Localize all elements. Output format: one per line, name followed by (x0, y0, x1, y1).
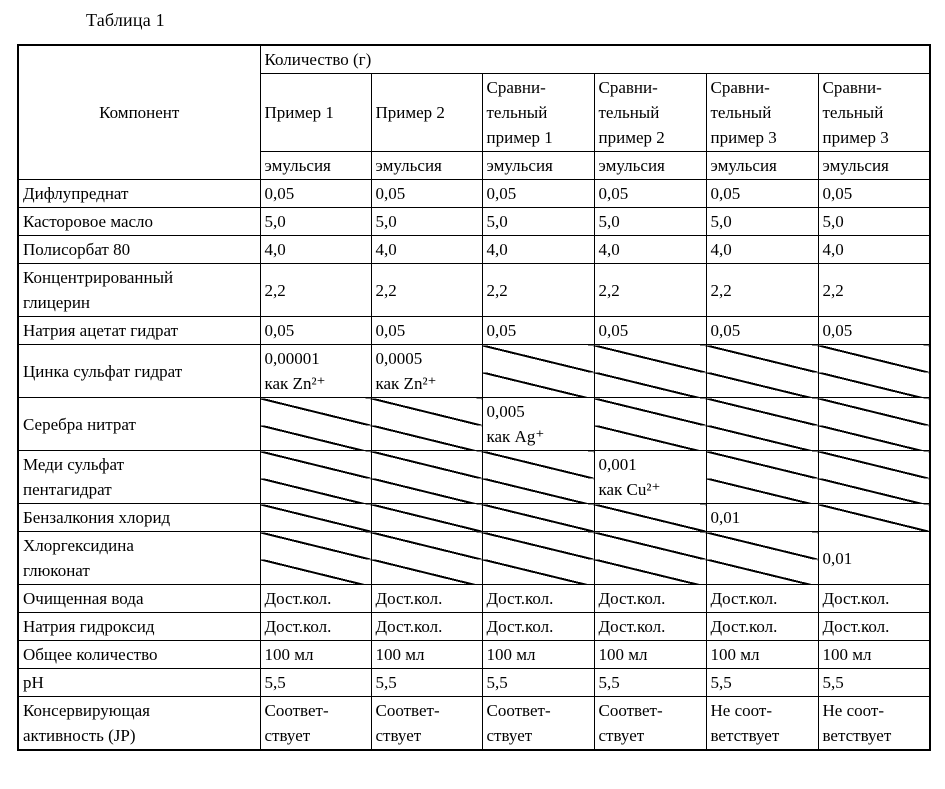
empty-diagonal-cell (706, 451, 818, 504)
empty-diagonal-cell (818, 451, 930, 504)
value-cell: 0,00001 как Zn²⁺ (260, 345, 371, 398)
value-cell: Дост.кол. (260, 613, 371, 641)
empty-diagonal-cell (594, 532, 706, 585)
value-cell: 0,05 (482, 180, 594, 208)
value-cell: 5,0 (594, 208, 706, 236)
value-cell: Дост.кол. (818, 585, 930, 613)
table-row-12 (18, 613, 930, 641)
table-row-2 (18, 208, 930, 236)
empty-diagonal-cell (594, 504, 706, 532)
empty-diagonal-cell (260, 532, 371, 585)
value-cell: 2,2 (482, 264, 594, 317)
component-cell: pH (18, 669, 260, 697)
value-cell: 0,05 (594, 317, 706, 345)
value-cell: 2,2 (594, 264, 706, 317)
value-cell: 100 мл (706, 641, 818, 669)
value-cell: 5,0 (260, 208, 371, 236)
header-example-2: Пример 2 (371, 74, 482, 152)
value-cell: 0,001 как Cu²⁺ (594, 451, 706, 504)
component-cell: Консервирующая активность (JP) (18, 697, 260, 751)
header-form-6: эмульсия (818, 152, 930, 180)
value-cell: 5,5 (594, 669, 706, 697)
value-cell: 0,05 (260, 180, 371, 208)
value-cell: 5,0 (818, 208, 930, 236)
value-cell: 0,05 (482, 317, 594, 345)
component-cell: Меди сульфат пентагидрат (18, 451, 260, 504)
table-row-8 (18, 451, 930, 504)
value-cell: 0,01 (818, 532, 930, 585)
table-row-15 (18, 697, 930, 751)
value-cell: 4,0 (482, 236, 594, 264)
value-cell: 0,05 (371, 317, 482, 345)
empty-diagonal-cell (260, 504, 371, 532)
value-cell: 2,2 (371, 264, 482, 317)
value-cell: 2,2 (706, 264, 818, 317)
value-cell: 0,05 (706, 317, 818, 345)
table-header (18, 45, 930, 180)
value-cell: 0,05 (706, 180, 818, 208)
header-quantity: Количество (г) (260, 45, 930, 74)
table-row-14 (18, 669, 930, 697)
empty-diagonal-cell (371, 398, 482, 451)
table-row-9 (18, 504, 930, 532)
value-cell: Не соот- ветствует (706, 697, 818, 751)
table-row-3 (18, 236, 930, 264)
empty-diagonal-cell (594, 398, 706, 451)
empty-diagonal-cell (706, 398, 818, 451)
component-cell: Дифлупреднат (18, 180, 260, 208)
value-cell: Дост.кол. (818, 613, 930, 641)
table-row-4 (18, 264, 930, 317)
value-cell: 5,5 (818, 669, 930, 697)
table-row-6 (18, 345, 930, 398)
empty-diagonal-cell (371, 504, 482, 532)
component-cell: Полисорбат 80 (18, 236, 260, 264)
empty-diagonal-cell (482, 451, 594, 504)
value-cell: 2,2 (818, 264, 930, 317)
value-cell: 4,0 (818, 236, 930, 264)
value-cell: 0,0005 как Zn²⁺ (371, 345, 482, 398)
empty-diagonal-cell (482, 504, 594, 532)
value-cell: Дост.кол. (260, 585, 371, 613)
value-cell: Дост.кол. (371, 585, 482, 613)
empty-diagonal-cell (260, 451, 371, 504)
table-row-13 (18, 641, 930, 669)
empty-diagonal-cell (482, 345, 594, 398)
table-row-7 (18, 398, 930, 451)
value-cell: 2,2 (260, 264, 371, 317)
header-example-1: Пример 1 (260, 74, 371, 152)
value-cell: Не соот- ветствует (818, 697, 930, 751)
value-cell: 0,01 (706, 504, 818, 532)
header-form-2: эмульсия (371, 152, 482, 180)
header-component: Компонент (18, 45, 260, 180)
value-cell: 100 мл (818, 641, 930, 669)
component-cell: Цинка сульфат гидрат (18, 345, 260, 398)
value-cell: 100 мл (260, 641, 371, 669)
value-cell: 4,0 (594, 236, 706, 264)
table-row-11 (18, 585, 930, 613)
header-form-1: эмульсия (260, 152, 371, 180)
value-cell: 100 мл (371, 641, 482, 669)
table-title: Таблица 1 (86, 10, 165, 30)
header-example-3: Сравни- тельный пример 1 (482, 74, 594, 152)
value-cell: 4,0 (260, 236, 371, 264)
empty-diagonal-cell (594, 345, 706, 398)
empty-diagonal-cell (818, 398, 930, 451)
empty-diagonal-cell (818, 504, 930, 532)
table-row-10 (18, 532, 930, 585)
value-cell: 5,5 (706, 669, 818, 697)
empty-diagonal-cell (371, 451, 482, 504)
empty-diagonal-cell (482, 532, 594, 585)
value-cell: Дост.кол. (594, 613, 706, 641)
header-example-5: Сравни- тельный пример 3 (706, 74, 818, 152)
value-cell: 5,5 (260, 669, 371, 697)
header-example-4: Сравни- тельный пример 2 (594, 74, 706, 152)
component-cell: Очищенная вода (18, 585, 260, 613)
value-cell: 0,05 (371, 180, 482, 208)
empty-diagonal-cell (260, 398, 371, 451)
value-cell: Соответ- ствует (371, 697, 482, 751)
value-cell: 100 мл (594, 641, 706, 669)
value-cell: Дост.кол. (594, 585, 706, 613)
header-row-quantity (18, 45, 930, 74)
value-cell: Дост.кол. (482, 585, 594, 613)
value-cell: 0,05 (818, 180, 930, 208)
value-cell: 5,0 (371, 208, 482, 236)
value-cell: Дост.кол. (706, 585, 818, 613)
component-cell: Касторовое масло (18, 208, 260, 236)
value-cell: Дост.кол. (371, 613, 482, 641)
component-cell: Общее количество (18, 641, 260, 669)
empty-diagonal-cell (706, 532, 818, 585)
empty-diagonal-cell (371, 532, 482, 585)
value-cell: 5,5 (371, 669, 482, 697)
empty-diagonal-cell (818, 345, 930, 398)
value-cell: 4,0 (706, 236, 818, 264)
empty-diagonal-cell (706, 345, 818, 398)
value-cell: 5,5 (482, 669, 594, 697)
value-cell: Соответ- ствует (260, 697, 371, 751)
header-example-6: Сравни- тельный пример 3 (818, 74, 930, 152)
value-cell: Соответ- ствует (594, 697, 706, 751)
component-cell: Натрия гидроксид (18, 613, 260, 641)
value-cell: 0,005 как Ag⁺ (482, 398, 594, 451)
value-cell: 0,05 (260, 317, 371, 345)
table-body (18, 180, 930, 751)
component-cell: Концентрированный глицерин (18, 264, 260, 317)
component-cell: Натрия ацетат гидрат (18, 317, 260, 345)
value-cell: 5,0 (706, 208, 818, 236)
value-cell: 0,05 (818, 317, 930, 345)
component-cell: Хлоргексидина глюконат (18, 532, 260, 585)
value-cell: Дост.кол. (482, 613, 594, 641)
table-row-1 (18, 180, 930, 208)
value-cell: 0,05 (594, 180, 706, 208)
header-form-4: эмульсия (594, 152, 706, 180)
composition-table (17, 44, 931, 751)
header-form-3: эмульсия (482, 152, 594, 180)
value-cell: Соответ- ствует (482, 697, 594, 751)
component-cell: Серебра нитрат (18, 398, 260, 451)
table-row-5 (18, 317, 930, 345)
component-cell: Бензалкония хлорид (18, 504, 260, 532)
value-cell: Дост.кол. (706, 613, 818, 641)
value-cell: 5,0 (482, 208, 594, 236)
value-cell: 100 мл (482, 641, 594, 669)
value-cell: 4,0 (371, 236, 482, 264)
header-form-5: эмульсия (706, 152, 818, 180)
